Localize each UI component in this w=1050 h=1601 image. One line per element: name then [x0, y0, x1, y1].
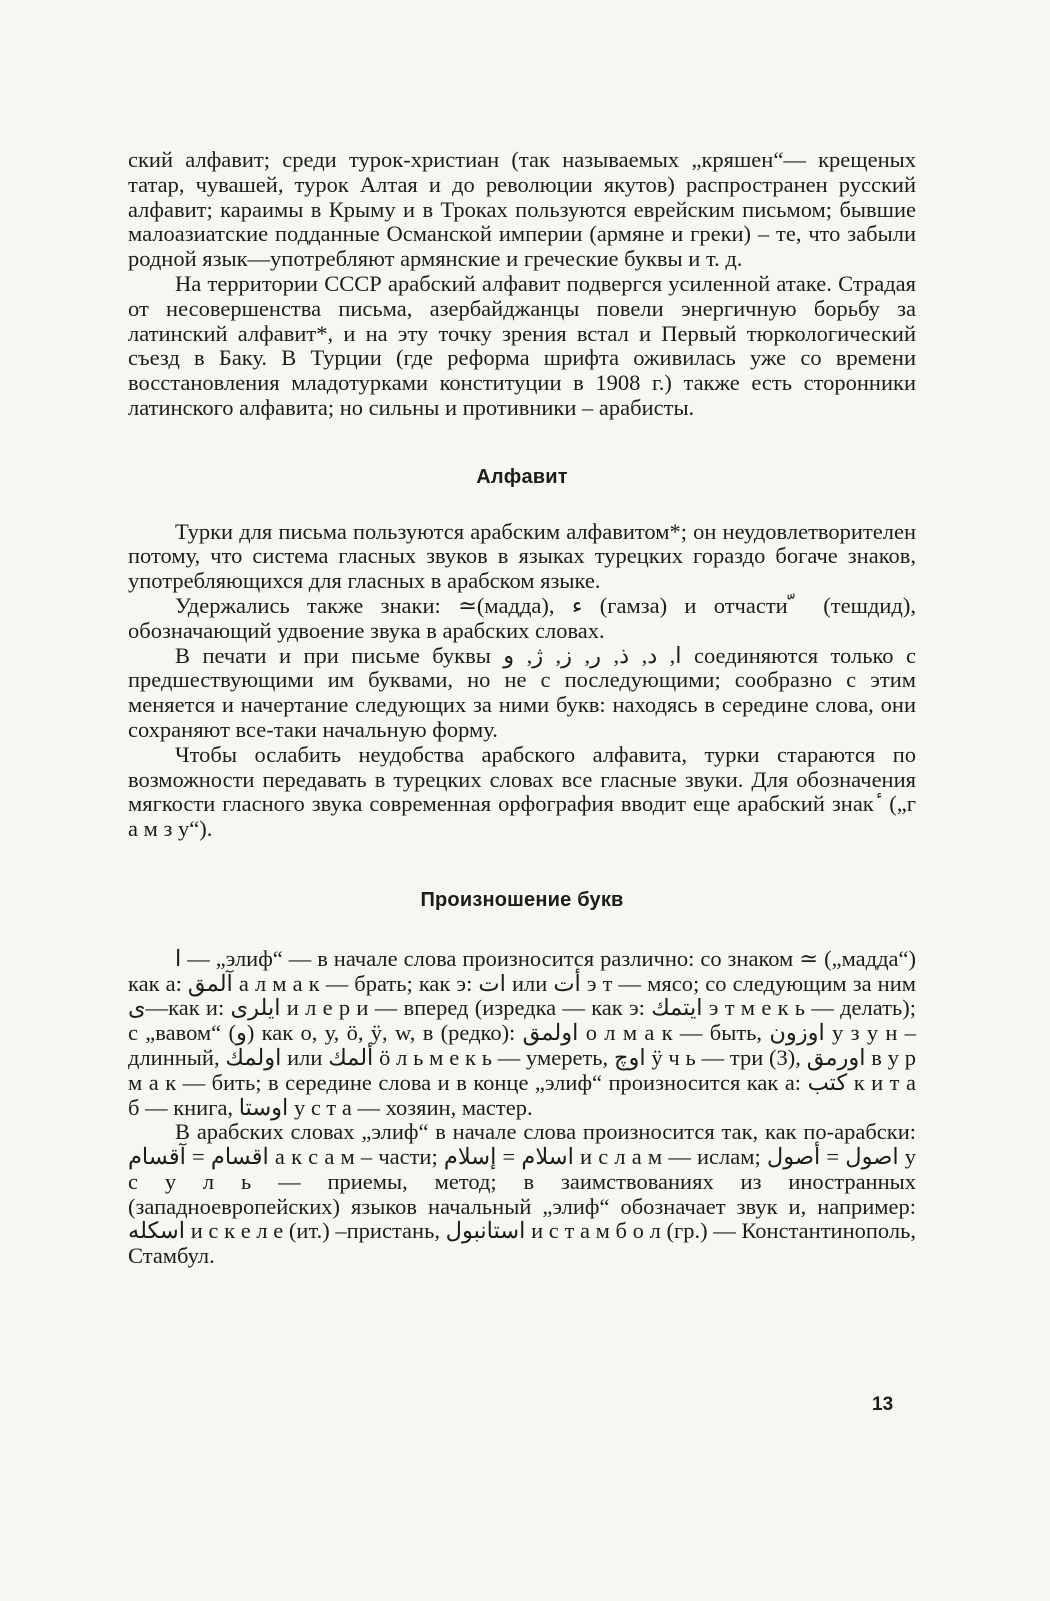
- page-body: [128, 148, 916, 1269]
- paragraph: ский алфавит; среди турок-христиан (так называемых „кряшен“— крещеных татар, чувашей, турок Алтая и до революции якутов) распространен русский алфавит; караимы в Крыму и в Троках пользуются еврейским письмом; бывшие малоазиатские подданные Османской империи (армяне и греки) – те, что забыли родной язык—употребляют армянские и греческие буквы и т. д.: [128, 147, 916, 272]
- paragraph: Удержались также знаки: ≃(мадда), ء (гамза) и отчасти ّ (тешдид), обозначающий удвоение звука в арабских словах.: [128, 592, 916, 643]
- paragraph: В печати и при письме буквы ا, د, ذ, ر, ز, ژ, و соединяются только с предшествующими им буквами, но не с последующими; сообразно с этим меняется и начертание следующих за ними букв: находясь в середине слова, они сохраняют все-таки начальную форму.: [128, 642, 916, 742]
- section-heading-pronunciation: Произношение букв: [420, 888, 624, 911]
- section-heading-alphabet: Алфавит: [476, 465, 568, 488]
- paragraph: Чтобы ослабить неудобства арабского алфавита, турки стараются по возможности передавать в турецких словах все гласные звуки. Для обозначения мягкости гласного звука современная орфография вводит еще арабский знак ٔ („г а м з у“).: [128, 741, 916, 842]
- paragraph: На территории СССР арабский алфавит подвергся усиленной атаке. Страдая от несовершенства письма, азербайджанцы повели энергичную борьбу за латинский алфавит*, и на эту точку зрения встал и Первый тюркологический съезд в Баку. В Турции (где реформа шрифта оживилась уже со времени восстановления младотурками конституции в 1908 г.) также есть сторонники латинского алфавита; но сильны и противники – арабисты.: [128, 270, 916, 420]
- paragraph: Турки для письма пользуются арабским алфавитом*; он неудовлетворителен потому, что система гласных звуков в языках турецких гораздо богаче знаков, употребляющихся для гласных в арабском языке.: [128, 518, 916, 594]
- page-number: 13: [872, 1394, 894, 1415]
- paragraph: ا — „элиф“ — в начале слова произносится различно: со знаком ≃ („мадда“) как а: آلمق а л м а к — брать; как э: ات или أت э т — мясо; со следующим за ним ی—как и: ایلری и л е р и — вперед (изредка — как э: ایتمك э т м е к ь — делать); с „вавом“ (و) как о, у, ö, ӱ, w, в (редко): اولمق о л м а к — быть, اوزون у з у н – длинный, اولمك или ألمك ö л ь м е к ь — умереть, اوچ ӱ ч ь — три (3), اورمق в у р м а к — бить; в середине слова и в конце „элиф“ произносится как а: كتب к и т а б — книга, اوستا у с т а — хозяин, мастер.: [128, 945, 917, 1120]
- paragraph: В арабских словах „элиф“ в начале слова произносится так, как по-арабски: اقسام = آقسام а к с а м – части; اسلام = إسلام и с л а м — ислам; اصول = أصول у с у л ь — приемы, метод; в заимствованиях из иностранных (западноевропейских) языков начальный „элиф“ обозначает звук и, например: اسكله и с к е л е (ит.) –пристань, استانبول и с т а м б о л (гр.) — Константинополь, Стамбул.: [128, 1119, 917, 1269]
